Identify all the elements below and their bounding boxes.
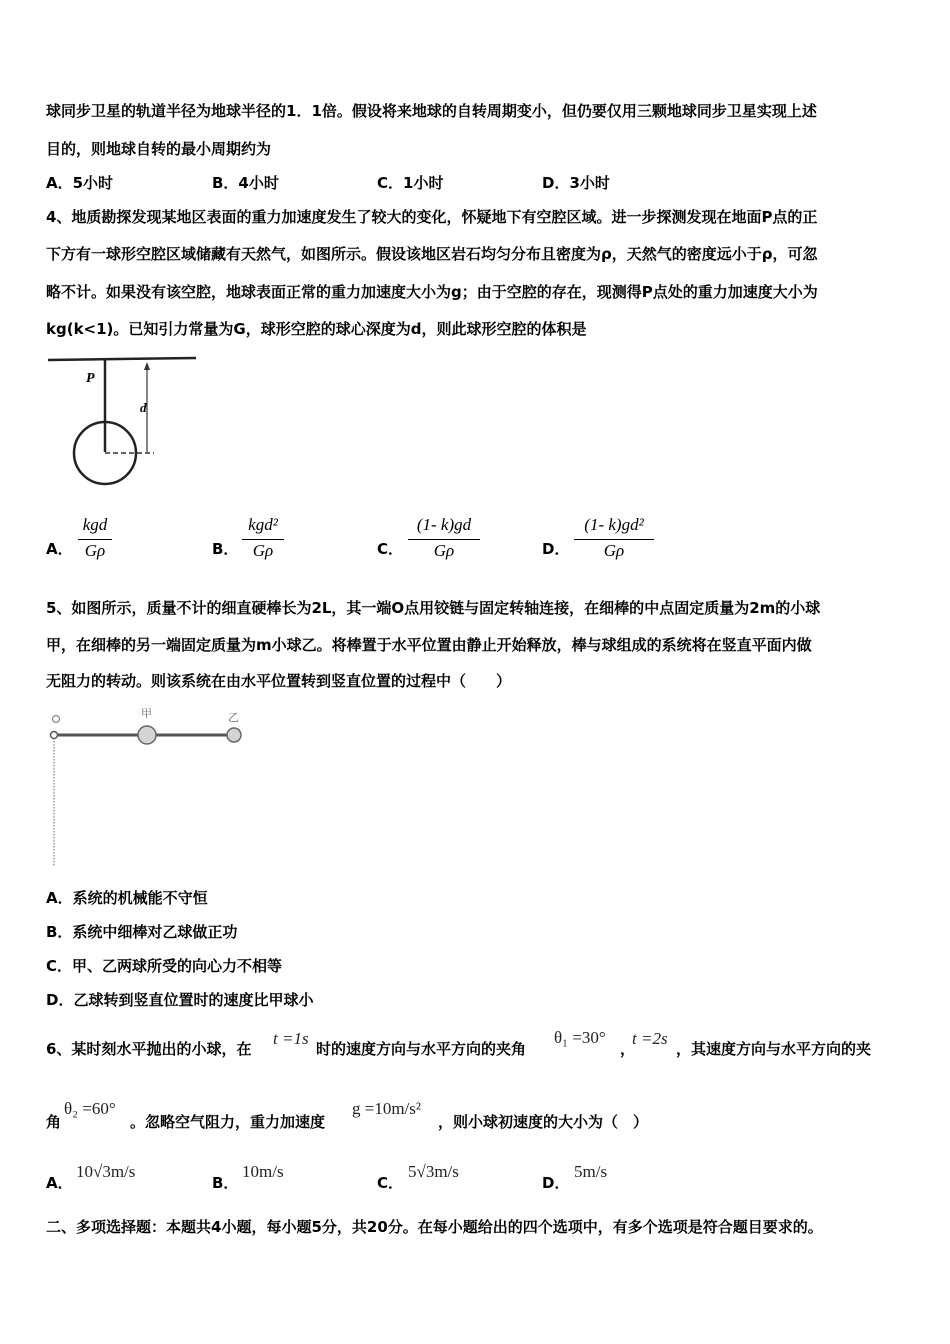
q6-text-5: 。忽略空气阻力，重力加速度 [130,1113,326,1131]
q6-option-d: 5m/s [574,1162,608,1181]
q5-label-jia: 甲 [141,707,152,720]
q6-t1: t =1s [273,1029,309,1048]
q6-text-1: 6、某时刻水平抛出的小球，在 [46,1040,252,1058]
q4-option-a-letter: A． [46,540,73,558]
q5-option-c: C．甲、乙两球所受的向心力不相等 [46,957,283,975]
q4-option-b-letter: B． [212,540,239,558]
q3-option-b: B．4小时 [212,174,279,192]
q6-g: g =10m/s² [352,1099,421,1118]
q4-option-c-letter: C． [377,540,404,558]
q6-option-b: 10m/s [242,1162,284,1181]
q6-line-2 [46,1096,916,1136]
q4-label-d: d [140,400,147,415]
q3-option-c: C．1小时 [377,174,444,192]
q6-option-c: 5√3m/s [408,1162,459,1181]
q6-option-a: 10√3m/s [76,1162,136,1181]
q4-option-d-letter: D． [542,540,570,558]
q5-option-b: B．系统中细棒对乙球做正功 [46,923,238,941]
q5-option-a: A．系统的机械能不守恒 [46,889,208,907]
q6-text-4: 角 [46,1113,62,1131]
q5-line-1: 5、如图所示，质量不计的细直硬棒长为2L，其一端O点用铰链与固定转轴连接，在细棒的中点固定质量为2m的小球 [46,599,821,617]
q6-text-6: ，则小球初速度的大小为（ ） [438,1113,649,1131]
q6-t2: t =2s [632,1029,668,1048]
q4-line-2: 下方有一球形空腔区域储藏有天然气，如图所示。假设该地区岩石均匀分布且密度为ρ，天然气的密度远小于ρ，可忽 [46,245,818,263]
q6-comma: ， [620,1040,636,1058]
q4-option-b-numerator: kgd² [248,515,278,534]
q3-option-d: D．3小时 [542,174,610,192]
q6-theta2: θ₂ =60° [64,1099,116,1118]
q5-line-2: 甲，在细棒的另一端固定质量为m小球乙。将棒置于水平位置由静止开始释放，棒与球组成的系统将在竖直平面内做 [46,636,812,654]
q6-option-a-letter: A． [46,1174,73,1192]
q4-option-d-numerator: (1- k)gd² [584,515,644,534]
q5-label-yi: 乙 [228,711,239,724]
q5-rod-figure [46,702,246,870]
q4-option-d-denominator: Gρ [603,541,625,560]
q6-option-c-letter: C． [377,1174,404,1192]
q6-line-1 [46,1026,916,1066]
q6-options [46,1158,916,1194]
q4-option-b-denominator: Gρ [252,541,274,560]
q3-option-a: A．5小时 [46,174,114,192]
q3-line-2: 目的，则地球自转的最小周期约为 [46,140,272,158]
q4-line-1: 4、地质勘探发现某地区表面的重力加速度发生了较大的变化，怀疑地下有空腔区域。进一步探测发现在地面P点的正 [46,208,818,226]
q4-option-c-numerator: (1- k)gd [416,515,472,534]
q6-option-d-letter: D． [542,1174,570,1192]
q5-option-d: D．乙球转到竖直位置时的速度比甲球小 [46,991,314,1009]
q4-option-a-denominator: Gρ [84,541,106,560]
q4-option-a-numerator: kgd [82,515,108,534]
q3-line-1: 球同步卫星的轨道半径为地球半径的1．1倍。假设将来地球的自转周期变小，但仍要仅用三颗地球同步卫星实现上述 [46,102,817,120]
q6-text-2: 时的速度方向与水平方向的夹角 [316,1040,527,1058]
q4-option-c-denominator: Gρ [433,541,455,560]
q4-line-4: kg(k<1)。已知引力常量为G，球形空腔的球心深度为d，则此球形空腔的体积是 [46,320,587,338]
q6-option-b-letter: B． [212,1174,239,1192]
section-2-heading: 二、多项选择题：本题共4小题，每小题5分，共20分。在每小题给出的四个选项中，有多个选项是符合题目要求的。 [46,1218,823,1236]
q4-line-3: 略不计。如果没有该空腔，地球表面正常的重力加速度大小为g；由于空腔的存在，现测得P点处的重力加速度大小为 [46,283,818,301]
q6-text-3: ，其速度方向与水平方向的夹 [676,1040,872,1058]
q5-line-3: 无阻力的转动。则该系统在由水平位置转到竖直位置的过程中（ ） [46,672,512,690]
q4-label-p: P [86,371,95,386]
q4-cavity-figure [46,352,206,492]
q6-theta1: θ₁ =30° [554,1028,606,1047]
